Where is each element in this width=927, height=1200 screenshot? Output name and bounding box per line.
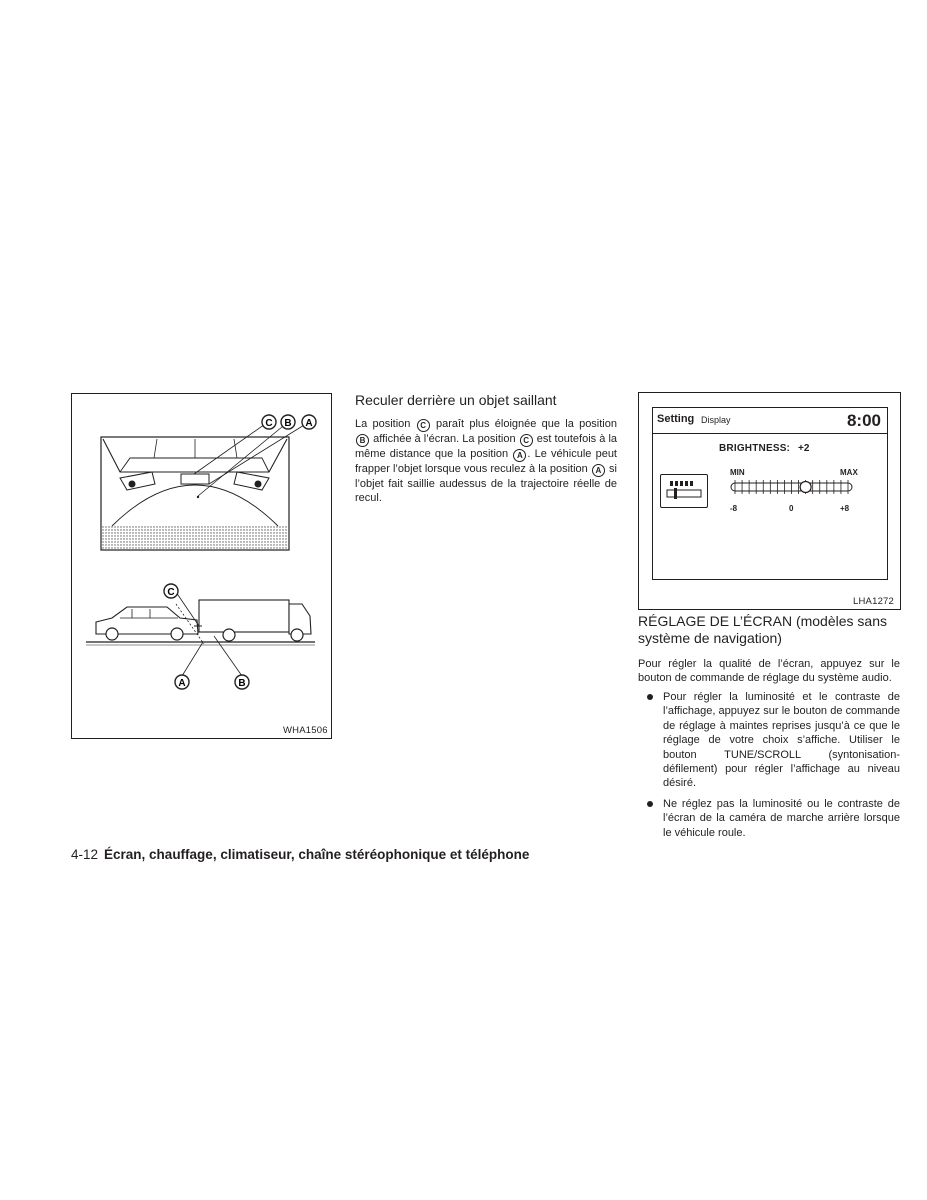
- text-segment: La position: [355, 418, 411, 430]
- reversing-paragraph: [355, 417, 617, 506]
- label-b: B: [284, 418, 292, 429]
- text-segment: si l’objet fait saillie audessus de la trajectoire réelle de recul.: [355, 463, 617, 505]
- chapter-title: Écran, chauffage, climatiseur, chaîne stéréophonique et téléphone: [104, 847, 530, 862]
- figure-code: WHA1506: [283, 725, 328, 736]
- position-c-marker: C: [417, 419, 430, 432]
- position-a-marker: A: [592, 464, 605, 477]
- text-segment: paraît plus éloignée que la position: [435, 418, 617, 430]
- list-item: [638, 690, 900, 791]
- page-number: 4-12: [71, 847, 99, 862]
- position-b-marker: B: [356, 434, 369, 447]
- intro-paragraph: Pour régler la qualité de l’écran, appuyez sur le bouton de commande de réglage du système audio.: [638, 658, 900, 685]
- label-a: A: [305, 418, 313, 429]
- brightness-label: BRIGHTNESS:: [719, 443, 791, 454]
- scale-mid: 0: [789, 504, 794, 513]
- slider-max-label: MAX: [840, 468, 858, 477]
- label-c: C: [265, 418, 273, 429]
- middle-column: [355, 392, 617, 506]
- brightness-slider: [653, 408, 887, 579]
- position-a-marker: A: [513, 449, 526, 462]
- setting-label: Setting: [657, 413, 695, 425]
- bullet-text: Pour régler la luminosité et le contraste de l’affichage, appuyez sur le bouton de commande de réglage à maintes reprises jusqu’à ce que le réglage de votre choix s’affiche. Utiliser le bouton TUNE/SCROLL (syntonisation-défilement) pour régler l’affichage au niveau désiré.: [663, 691, 900, 790]
- section-title-display-adjust: RÉGLAGE DE L’ÉCRAN (modèles sans système de navigation): [638, 613, 887, 646]
- figure-code: LHA1272: [853, 596, 895, 607]
- slider-min-label: MIN: [730, 468, 745, 477]
- side-label-a: A: [178, 678, 186, 689]
- bullet-list: [638, 690, 900, 846]
- slider-knob: [800, 482, 811, 493]
- display-settings-figure: [638, 392, 901, 610]
- display-label: Display: [701, 415, 731, 425]
- page-footer: [71, 847, 529, 862]
- text-segment: . Le véhicule peut frapper l’objet lorsque vous reculez à la position: [355, 448, 617, 475]
- bullet-icon: [647, 694, 653, 700]
- settings-screen: [652, 407, 888, 580]
- text-segment: affichée à l’écran. La position: [373, 433, 516, 445]
- list-item: [638, 797, 900, 840]
- rear-camera-illustration: [72, 394, 331, 738]
- position-c-marker: C: [520, 434, 533, 447]
- side-label-b: B: [238, 678, 246, 689]
- text-segment: est toutefois à la même distance que la position: [355, 433, 618, 460]
- rear-camera-figure: [71, 393, 332, 739]
- bullet-text: Ne réglez pas la luminosité ou le contraste de l’écran de la caméra de marche arrière lorsque le véhicule roule.: [663, 797, 900, 839]
- scale-low: -8: [730, 504, 738, 513]
- brightness-value: +2: [798, 443, 810, 454]
- bullet-icon: [647, 801, 653, 807]
- scale-high: +8: [840, 504, 850, 513]
- section-title-reversing: Reculer derrière un objet saillant: [355, 392, 557, 408]
- side-label-c: C: [167, 587, 175, 598]
- clock: 8:00: [846, 411, 881, 430]
